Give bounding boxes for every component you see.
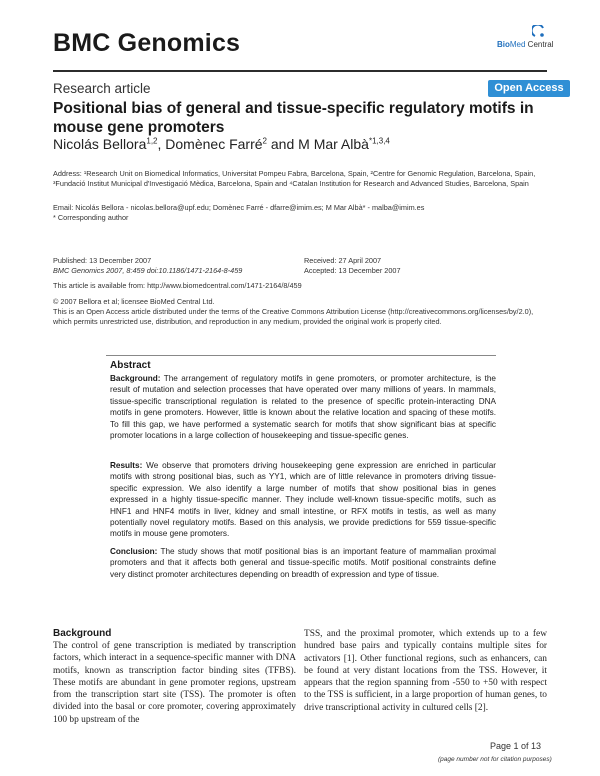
license-text: This is an Open Access article distributed under the terms of the Creative Commons Attribution License (http://creativecommons.org/licenses/by/2.0), which permits unrestricted use, distribution, and reproduction in any medium, provided the original work is properly cited. [53,307,534,326]
article-title: Positional bias of general and tissue-specific regulatory motifs in mouse gene promoters [53,100,534,136]
body-column-left: The control of gene transcription is mediated by transcription factors, which interact in a sequence-specific manner with DNA motifs, known as transcription factor binding sites (TFBS). These motifs are abundant in gene promoter regions, upstream from the transcription start site (TSS). The promoter is often divided into the basal or core promoter, covering approximately 100 bp upstream of the [53,641,296,725]
author-name: Domènec Farré [165,136,263,152]
abstract-conclusion: Conclusion: The study shows that motif positional bias is an important feature of mammalian proximal promoters and that it affects both general and tissue-specific motifs. Motif positional constraints define very distinct promoter architectures depending on breadth of expression and type of tissue. [110,547,496,579]
author-list: Nicolás Bellora$^{1,2}$, Domènec Farré$^2$ and M Mar Albà$^{*1,3,4}$ [53,136,390,152]
page-number: Page 1 of 13 [490,741,542,751]
body-column-right: TSS, and the proximal promoter, which extends up to a few hundred base pairs and typically contains multiple sites for activators [1]. Other functional regions, such as enhancers, can be found at very distant locations from the TSS. However, it appears that the region spanning from -550 to +50 with respect to the TSS is sufficient, in a large proportion of human genes, to drive transcriptional activity in cultured cells [2]. [304,629,547,713]
affiliations: Address: ¹Research Unit on Biomedical Informatics, Universitat Pompeu Fabra, Barcelona, Spain, ²Centre for Genomic Regulation, Barcelona, Spain, ³Fundació Institut Municipal d'Investigació Mèdica, Barcelona, Spain and ⁴Catalan Institution for Research and Advanced Studies, Barcelona, Spain [53,169,536,188]
abstract-background: Background: The arrangement of regulatory motifs in gene promoters, or promoter architecture, is the result of mutation and selection processes that have operated over many millions of years. In mammals, tissue-specific transcriptional regulation is related to the presence of specific protein-interacting DNA motifs in gene promoters. However, little is known about the relative location and spacing of these motifs. To fill this gap, we have performed a systematic search for motifs that show significant bias at specific promoter locations in a large collection of housekeeping and tissue-specific genes. [110,374,496,441]
received-date: Received: 27 April 2007 [304,256,382,265]
dates-info [304,256,544,276]
article-url[interactable]: This article is available from: http://www.biomedcentral.com/1471-2164/8/459 [53,281,302,290]
copyright-line: © 2007 Bellora et al; licensee BioMed Central Ltd. [53,297,215,306]
abstract-results: Results: We observe that promoters driving housekeeping gene expression are enriched in particular motifs with strong positional bias, such as YY1, which are of little relevance in promoters driving tissue-specific expression. We also identify a large number of motifs that show positional bias in genes expressed in a highly tissue-specific manner. They include well-known tissue-specific motifs, such as HNF1 and HNF4 motifs in liver, kidney and small intestine, or RFX motifs in testis, as well as many potentially novel regulatory motifs. Based on this analysis, we provide predictions for 559 tissue-specific motifs in mouse gene promoters. [110,461,496,539]
open-access-badge: Open Access [488,80,570,97]
accepted-date: Accepted: 13 December 2007 [304,266,401,275]
biomed-central-logo-icon [532,25,546,39]
section-heading-background: Background [53,628,112,639]
corresponding-author-note: * Corresponding author [53,213,129,222]
citation: BMC Genomics 2007, 8:459 doi:10.1186/1471-2164-8-459 [53,266,243,275]
article-type: Research article [53,81,151,96]
abstract-heading: Abstract [110,360,151,371]
page-note: (page number not for citation purposes) [438,756,552,763]
author-emails[interactable]: Email: Nicolás Bellora - nicolas.bellora@upf.edu; Domènec Farré - dfarre@imim.es; M Mar Albà* - malba@imim.es [53,203,425,212]
published-date: Published: 13 December 2007 [53,256,152,265]
author-name: M Mar Albà [298,136,369,152]
header-rule [53,70,547,72]
publisher-logo: BioMed Central [497,40,554,49]
author-name: Nicolás Bellora [53,136,147,152]
journal-title: BMC Genomics [53,29,241,57]
publication-info [53,256,303,276]
